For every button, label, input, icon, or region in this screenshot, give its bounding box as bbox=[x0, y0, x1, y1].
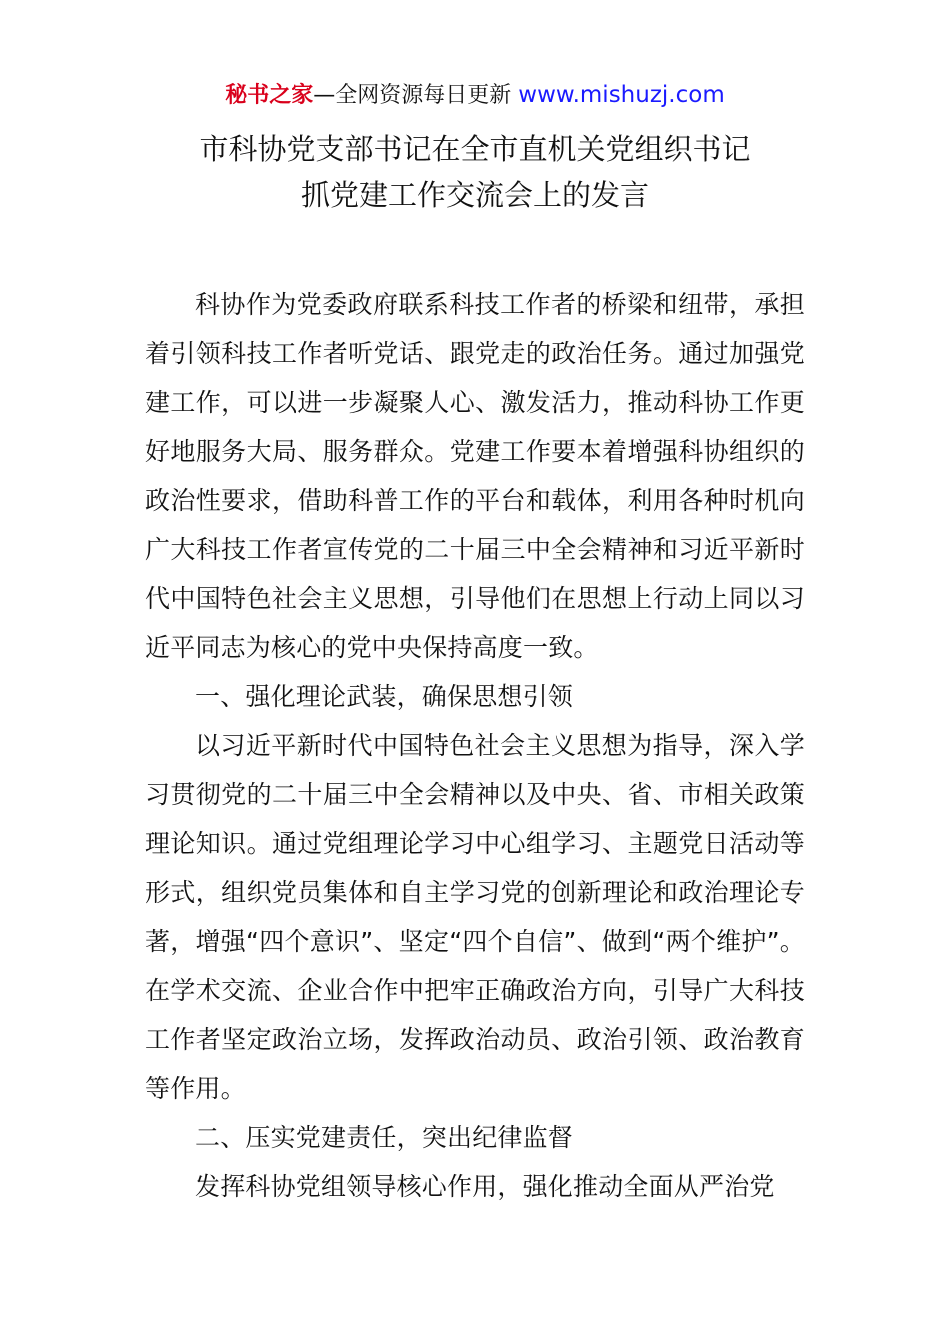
section-heading-2: 二、压实党建责任，突出纪律监督 bbox=[195, 1123, 574, 1152]
section-heading-1: 一、强化理论武装，确保思想引领 bbox=[195, 682, 574, 711]
header-tagline: —全网资源每日更新 bbox=[313, 83, 519, 108]
site-header bbox=[0, 80, 950, 111]
title-line-2: 抓党建工作交流会上的发言 bbox=[300, 178, 649, 212]
brand-name: 秘书之家 bbox=[225, 83, 314, 108]
document-body bbox=[145, 280, 805, 1211]
document-title bbox=[0, 126, 950, 218]
paragraph-section-1: 以习近平新时代中国特色社会主义思想为指导，深入学习贯彻党的二十届三中全会精神以及中央、省、市相关政策理论知识。通过党组理论学习中心组学习、主题党日活动等形式，组织党员集体和自主学习党的创新理论和政治理论专著，增强“四个意识”、坚定“四个自信”、做到“两个维护”。在学术交流、企业合作中把牢正确政治方向，引导广大科技工作者坚定政治立场，发挥政治动员、政治引领、政治教育等作用。 bbox=[145, 731, 805, 1103]
title-line-1: 市科协党支部书记在全市直机关党组织书记 bbox=[199, 132, 751, 166]
paragraph-intro: 科协作为党委政府联系科技工作者的桥梁和纽带，承担着引领科技工作者听党话、跟党走的政治任务。通过加强党建工作，可以进一步凝聚人心、激发活力，推动科协工作更好地服务大局、服务群众。党建工作要本着增强科协组织的政治性要求，借助科普工作的平台和载体，利用各种时机向广大科技工作者宣传党的二十届三中全会精神和习近平新时代中国特色社会主义思想，引导他们在思想上行动上同以习近平同志为核心的党中央保持高度一致。 bbox=[145, 290, 805, 662]
paragraph-section-2: 发挥科协党组领导核心作用，强化推动全面从严治党 bbox=[195, 1172, 775, 1201]
site-url[interactable]: www.mishuzj.com bbox=[518, 82, 725, 108]
